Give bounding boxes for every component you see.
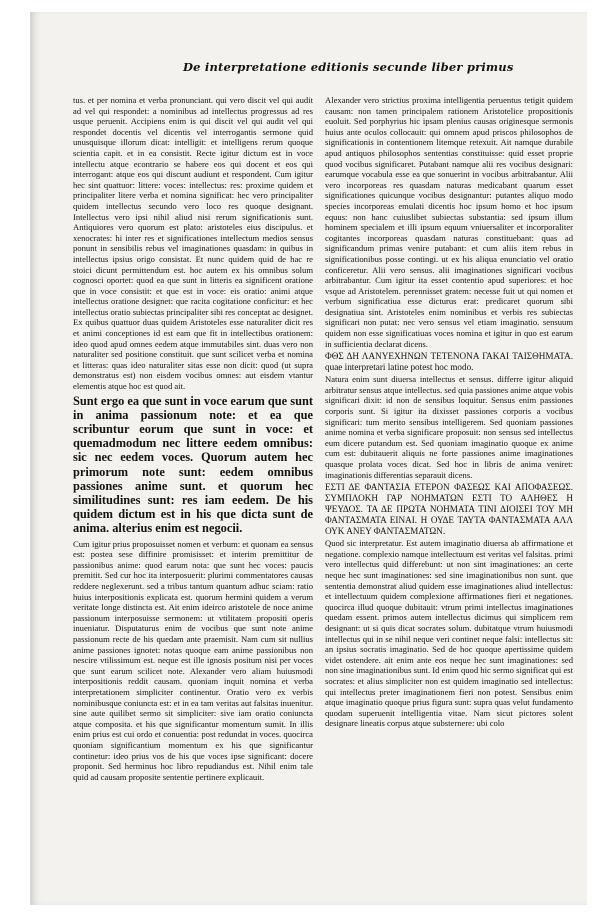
right-text-column [325, 95, 573, 895]
commentary-paragraph: Alexander vero strictius proxima intelligentia peruentus tetigit quidem causam: non tamen principalem rationem Aristotelice propositionis euoluit. Sed porphyrius hic ipsam plenius causas originesque sermonis huius ante oculos collocauit: qui omnem apud priscos philosophos de significationis in contentionem litemque retexuit. Ait namque durabile apud antiquos philosophos sententias constituisse: quid esset proprie quod vocibus significaret. Putabant namque alii res vocibus designari: earumque vocabula esse ea que sonuerint in vocibus arbitrabantur. Alii vero incorporeas res quasdam naturas medicabant quarum esset significationes quicunque vocibus designantur: putantes aliquo modo species incorporeas emulati dicentis hoc ipsum homo et hoc ipsum equus: non hanc cuiuslibet subiectas substantia: sed ipsum illum hominem specialem et illi ipsum equum vniuersaliter et incorporaliter cogitantes incorporeas quasdam naturas constituebant: quas ad significandum primas venire putabant: et cum aliis item rebus in significationibus posse contingi. ut ex his aliqua enunciatio vel oratio conficeretur. Alii vero sensus. alii imaginationes significari vocibus arbitrabantur. Cum igitur ita esset contentio apud superiores: et hoc vsque ad Aristotelem. perennisset gratem: necesse fuit ut qui nomen et verbum significatiua esse dicturus erat: predicaret quorum sibi designatiua sint. Aristoteles enim nominibus et verbis res subiectas significari non putat: nec vero sensus vel etiam imaginatio. sensuum quidem non esse significatiuas voces nomina et igitur in quo est earum in sufficientia declarat dicens. [325, 95, 573, 349]
running-header: De interpretatione editionis secunde liber primus [183, 60, 514, 74]
greek-quotation: ΦΘΣ ΔΗ ΛΑΝΥΕΧΗΝΩΝ ΤΕΤΕΝΟΝΑ ΓΑΚΑΙ ΤΑΙΣΘΗΜΑΤΑ. quae interpretari latine potest hoc modo. [325, 351, 573, 373]
commentary-paragraph: Cum igitur prius proposuisset nomen et verbum: et quonam ea sensus est: postea sese diffinire promisisset: et interim premittitur de passionibus anime: quod earum nota: que sunt hec voces: paucis premitit. Sed cur hoc ita interposuerit: plurimi commentatores causas reddere neglexerunt. sed a tribus tantum quantum adhuc sciam: ratio huius interpositionis explicata est. quorum hermini quidem a verum veritate longe distincta est. Ait enim ideirco aristotele de noce anime passionum interposuisse sermonem: ut vtilitatem propositi operis inueniatur. Disputaturus enim de vocibus que sunt note anime passionum recte de his quedam ante praemisit. Nam cum sit nullius anime passiones ignotet: notas quoque eam anime passionibus non nescire vtilissimum est. neque est ille ignosis positum nisi per voces que sunt earum scilicet note. Alexander vero aliam huiusmodi interpositionis reddit causam. quoniam inquit nomina et verba interpretationem simpliciter continentur. Oratio vero ex verbis nominibusque coniuncta est: et in ea tam veritas aut falsitas inuenitur. sine aute quilibet sermo sit simpliciter: sive iam oratio coniuncta atque composita. et his que significantur momentum sumit. In illis enim prius est cui ordo et conuentia: post redundat in voces. quocirca quoniam significantium momentum ex his que significantur continetur: ideo prius vos de his que voces ipse significant: docere proponit. Sed herminus hoc libro repudiandus est. Nihil enim tale quid ad causam proposite sententie pertinere explicauit. [73, 538, 313, 782]
commentary-paragraph: tus. et per nomina et verba pronunciant. qui vero discit vel qui audit ad vel qui respondet: a nominibus ad intellectus progressus ad res usque peruenit. Accipiens enim is qui discit vel qui audit vel qui respondet docentis vel dicentis vel interrogantis sermone quid unusquisque illorum dicat: intelligit: et intelligens rerum quoque scientia capit. et in ea consistit. Recte igitur dictum est in voce intellectu atque econtrario se habere eos qui docent et eos qui interrogant: atque eos qui discunt audiunt et respondent. Cum igitur hec sint quattuor: littere: voces: intellectus: res: proxime quidem et principaliter litere verba et nomina significat: hec vero principaliter quidem intellectus secundo vero loco res quoque designant. Intellectus vero ipsi nihil aliud nisi rerum significationis sunt. Antiquiores vero quorum est plato: aristoteles eius discipulus. et xenocrates: hi inter res et significationes intellectum medios sensus ponunt in sensibilis rebus vel imaginationes quasdam: in quibus in intellectus ipsius origo consistat. Et nunc quidem quid de hac re stoici dicunt permittendum est. hoc autem ex his omnibus solum cognosci oportet: quod ea que sunt in litteris ea significent oratione que in voce consistit: et que est in voce: eis oratio: animi atque intellectus oratione designet: que racita cogitatione conficitur: et hec intellectus oratio subiectas principaliter sibi res conceptat ac designet. Ex quibus quattuor duas quidem Aristoteles esse naturaliter dicit res et animi conceptiones id est eam que fit in intellectibus orationem: ideo quod apud omnes eedem atque immutabiles sint. duas vero non naturaliter sed positione constituit. que sunt scilicet verba et nomina et litteras: quas ideo naturaliter sitas esse non dicit: quod (ut supra demonstratus est) non eisdem vocibus omnes: aut eisdem vtantur elementis atque hoc est quod ait. [73, 95, 313, 392]
greek-quotation: ΕΣΤΙ ΔΕ ΦΑΝΤΑΣΙΑ ΕΤΕΡΟΝ ΦΑΣΕΩΣ ΚΑΙ ΑΠΟΦΑΣΕΩΣ. ΣΥΜΠΛΟΚΗ ΓΑΡ ΝΟΗΜΑΤΩΝ ΕΣΤΙ ΤΟ ΑΛΗΘΕΣ Η ΨΕΥΔΟΣ. ΤΑ ΔΕ ΠΡΩΤΑ ΝΟΗΜΑΤΑ ΤΙΝΙ ΔΙΟΙΣΕΙ ΤΟΥ ΜΗ ΦΑΝΤΑΣΜΑΤΑ ΕΙΝΑΙ. Η ΟΥΔΕ ΤΑΥΤΑ ΦΑΝΤΑΣΜΑΤΑ ΑΛΛ ΟΥΚ ΑΝΕΥ ΦΑΝΤΑΣΜΑΤΩΝ. [325, 482, 573, 537]
left-text-column [73, 95, 313, 895]
commentary-paragraph: Natura enim sunt diuersa intellectus et sensus. differre igitur aliquid arbitratur sensus atque intellectus. sed quia passiones anime atque vobis significari dixit: id non de sensibus loquitur. Sensus enim passiones corporis sunt. Si igitur ita dixisset passiones corporis a vocibus significari: tum merito sensibus intelligerem. Sed quoniam passiones anime nomina et verba significare proposuit: non sensus sed intellectus eum dicere putandum est. Sed quoniam imaginatio quoque ex anime cum est: dubitauerit aliquis ne forte passiones anime imaginationes quasque prolata voces dicat. Sed hoc in libris de anima veniret: imaginationis differentias separauit dicens. [325, 374, 573, 480]
commentary-paragraph: Quod sic interpretatur. Est autem imaginatio diuersa ab affirmatione et negatione. complexio namque intellectuum est veritas vel falsitas. primi vero intellectus quid differebunt: ut non sint imaginationes: an certe neque hec sunt imaginationes: sed sine imaginationibus non sunt. que sententia demonstrat aliud quidem esse imaginationes aliud intellectus: et intellectuum quidem complexione affirmationes fieri et negationes. quocirca illud quoque dubitauit: vtrum primi intellectus imaginationes quedam essent. primos autem intellectus dicimus qui simplicem rem designant: ut si quis dicat socrates solum. dubitatque vtrum huiusmodi intellectus qui in se nihil neque veri continet neque falsi: intellectus sit: an ipsius socratis imaginatio. Sed de hoc quoque apertissime quidem videt ostendere. ait enim ante eos neque hec sunt imaginationes: sed non sine imaginationibus sunt. Id enim quod hic sermo significat qui est socrates: et alius simpliciter non est quidem imaginatio sed intellectus: qui intellectus preter imaginationem fieri non potest. Sensibus enim atque imaginatio quoque prius figura sunt: supra quas velut fundamento quodam superuenit intelligentia vitae. Nam sicut pictores solent designare lineatis corpus atque substernere: ubi colo [325, 538, 573, 729]
aristotle-lemma: Sunt ergo ea que sunt in voce earum que sunt in anima passionum note: et ea que scribuntur eorum que sunt in voce: et quemadmodum nec littere eedem omnibus: sic nec eedem voces. Quorum autem hec primorum note sunt: eedem omnibus passiones anime sunt. et quorum hec similitudines sunt: res iam eedem. De his quidem dictum est in his que dicta sunt de anima. alterius enim est negocii. [73, 393, 313, 536]
